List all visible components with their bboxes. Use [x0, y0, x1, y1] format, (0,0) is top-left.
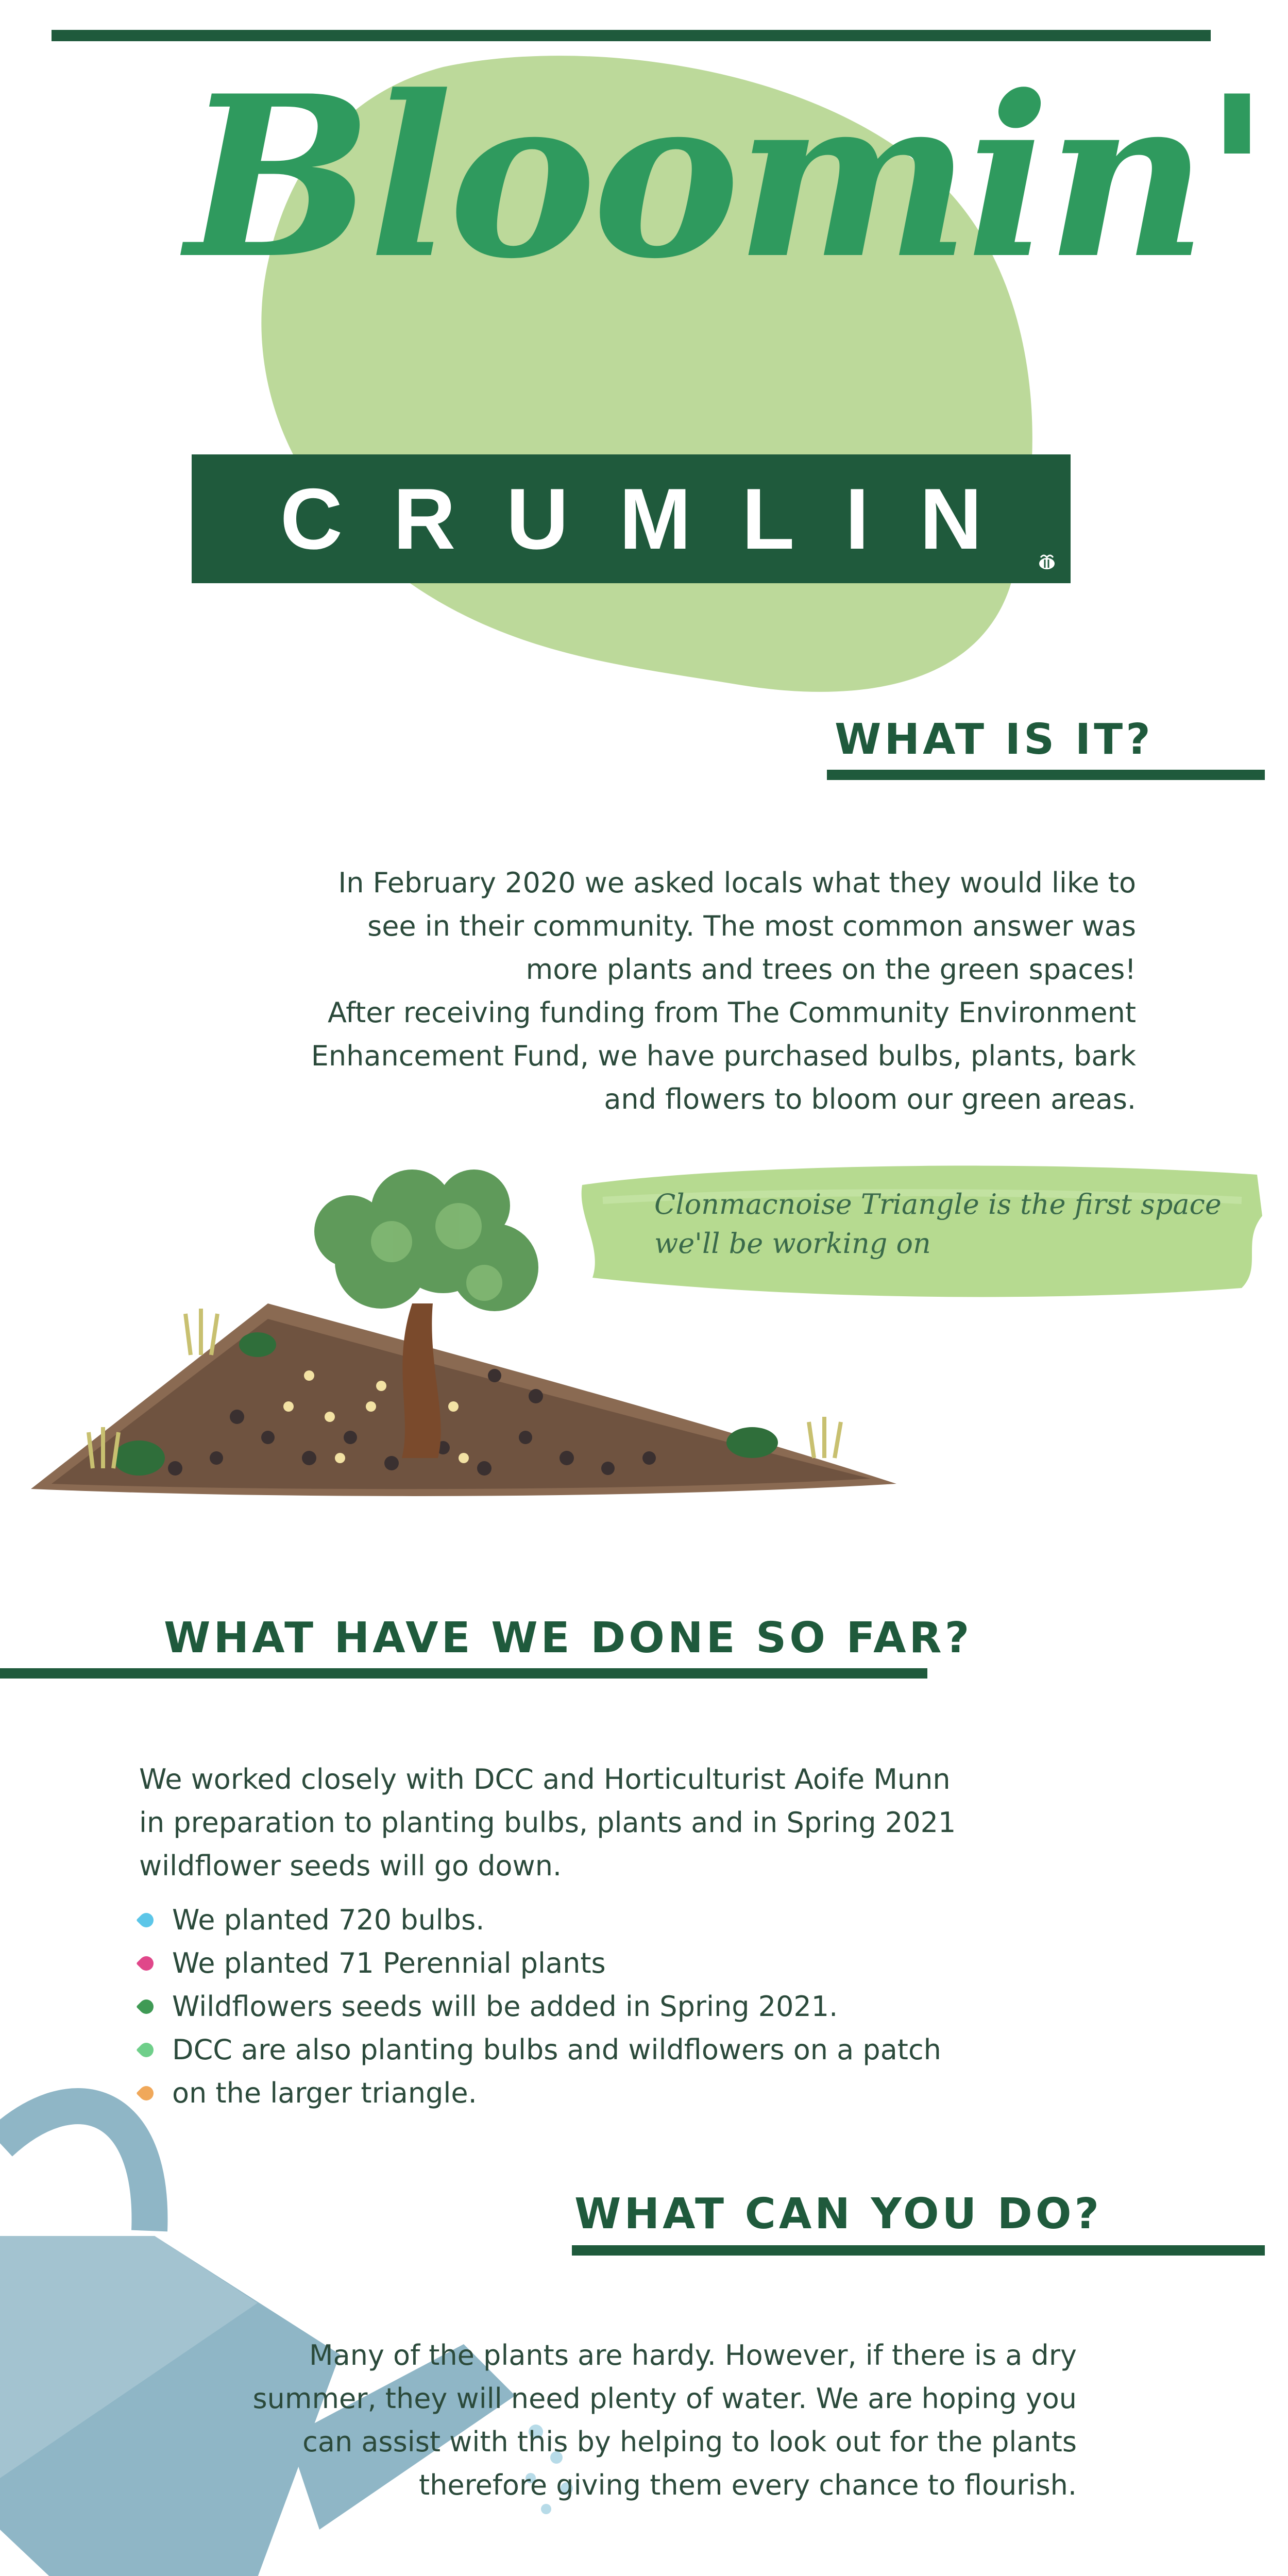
- petal-icon: [136, 2083, 157, 2104]
- what-is-it-text: [155, 861, 1136, 1121]
- text-line: summer, they will need plenty of water. We are hoping you: [252, 2382, 1077, 2415]
- petal-icon: [136, 1910, 157, 1930]
- text-line: Enhancement Fund, we have purchased bulbs, plants, bark: [311, 1040, 1136, 1072]
- list-item-text: We planted 71 Perennial plants: [172, 1947, 606, 1979]
- text-line: wildflower seeds will go down.: [139, 1850, 562, 1882]
- crumlin-banner: [192, 454, 1071, 583]
- heading-what-is-it: WHAT IS IT?: [835, 715, 1154, 764]
- text-line: After receiving funding from The Community Environment: [328, 996, 1136, 1029]
- list-item: [139, 2028, 941, 2072]
- title-bloomin: Bloomin': [185, 47, 1267, 308]
- heading-underline-what-is-it: [827, 770, 1265, 780]
- list-item: [139, 1899, 941, 1942]
- heading-underline-done-so-far: [0, 1668, 927, 1679]
- list-item: [139, 1985, 941, 2028]
- note-line: we'll be working on: [654, 1227, 931, 1260]
- text-line: and flowers to bloom our green areas.: [604, 1083, 1136, 1115]
- can-you-do-text: [155, 2334, 1077, 2507]
- leaf-icon: [136, 2040, 157, 2060]
- top-rule: [52, 30, 1211, 41]
- text-line: in preparation to planting bulbs, plants and in Spring 2021: [139, 1806, 956, 1839]
- bee-icon: [1036, 552, 1058, 571]
- list-item-text: We planted 720 bulbs.: [172, 1904, 485, 1936]
- list-item-text: DCC are also planting bulbs and wildflowers on a patch: [172, 2033, 941, 2066]
- petal-icon: [136, 1953, 157, 1974]
- leaf-icon: [136, 1996, 157, 2017]
- list-item-text: on the larger triangle.: [172, 2077, 477, 2109]
- garden-triangle-illustration: [21, 1149, 907, 1510]
- text-line: see in their community. The most common answer was: [367, 910, 1136, 942]
- text-line: Many of the plants are hardy. However, if there is a dry: [309, 2339, 1077, 2371]
- list-item: [139, 1942, 941, 1985]
- list-item-text: Wildflowers seeds will be added in Spring 2021.: [172, 1990, 838, 2023]
- heading-underline-can-you-do: [572, 2245, 1265, 2256]
- text-line: therefore giving them every chance to flourish.: [418, 2469, 1077, 2501]
- progress-list: [139, 1899, 941, 2115]
- heading-done-so-far: WHAT HAVE WE DONE SO FAR?: [164, 1614, 973, 1663]
- text-line: can assist with this by helping to look out for the plants: [302, 2426, 1077, 2458]
- done-so-far-text: [139, 1758, 1118, 1888]
- list-item: [139, 2072, 941, 2115]
- heading-can-you-do: WHAT CAN YOU DO?: [574, 2190, 1103, 2239]
- crumlin-title: CRUMLIN: [280, 470, 1033, 567]
- text-line: In February 2020 we asked locals what they would like to: [338, 867, 1136, 899]
- text-line: We worked closely with DCC and Horticulturist Aoife Munn: [139, 1763, 951, 1795]
- note-line: Clonmacnoise Triangle is the first space: [654, 1188, 1222, 1221]
- text-line: more plants and trees on the green spaces!: [526, 953, 1136, 986]
